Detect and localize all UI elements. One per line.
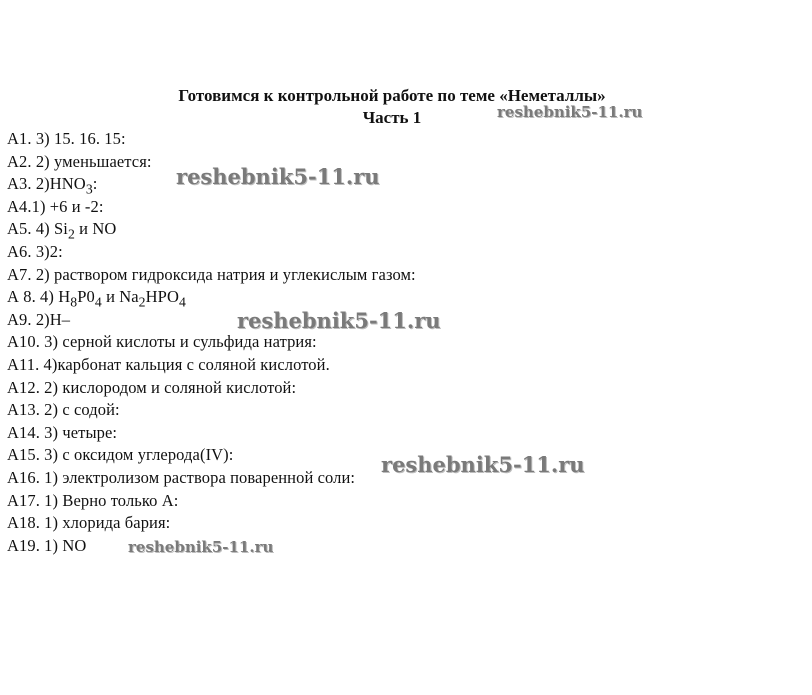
- document-title: Готовимся к контрольной работе по теме «Неметаллы»: [178, 86, 606, 105]
- answer-line: А10. 3) серной кислоты и сульфида натрия:: [7, 332, 317, 352]
- watermark: reshebnik5-11.ru: [176, 164, 380, 189]
- answer-line: А14. 3) четыре:: [7, 422, 118, 442]
- watermark: reshebnik5-11.ru: [381, 452, 585, 477]
- answer-line: А5. 4) $Si_2$ и NO: [7, 219, 117, 242]
- answer-line: А11. 4)карбонат кальция с соляной кислотой.: [7, 354, 330, 374]
- answer-line: А2. 2) уменьшается:: [7, 151, 152, 171]
- answer-line: А9. 2)H–: [7, 309, 71, 329]
- answer-line: А16. 1) электролизом раствора поваренной соли:: [7, 467, 356, 487]
- answer-line: А7. 2) раствором гидроксида натрия и углекислым газом:: [7, 264, 416, 284]
- answer-line: А3. $2)HNO_3$:: [7, 174, 98, 197]
- answer-line: А1. 3) 15. 16. 15:: [7, 129, 126, 148]
- watermark: reshebnik5-11.ru: [497, 103, 643, 121]
- answer-line: А 8. 4) $H_8P0_4$ и $Na_2HPO_4$: [7, 287, 186, 310]
- answer-line: А15. 3) с оксидом углерода(IV):: [7, 445, 234, 465]
- document-subtitle: Часть 1: [362, 108, 422, 127]
- answer-line: А6. 3)2:: [7, 241, 63, 261]
- answer-line: А12. 2) кислородом и соляной кислотой:: [7, 377, 297, 397]
- answer-line: А17. 1) Верно только А:: [7, 490, 179, 510]
- answer-line: А13. 2) с содой:: [7, 400, 120, 420]
- answer-line: А19. 1) NO: [7, 535, 87, 555]
- answer-line: А18. 1) хлорида бария:: [7, 513, 171, 533]
- answer-list: [7, 128, 416, 557]
- answer-line: А4.1) +6 и -2:: [7, 196, 104, 216]
- watermark: reshebnik5-11.ru: [237, 308, 441, 333]
- watermark: reshebnik5-11.ru: [128, 538, 274, 556]
